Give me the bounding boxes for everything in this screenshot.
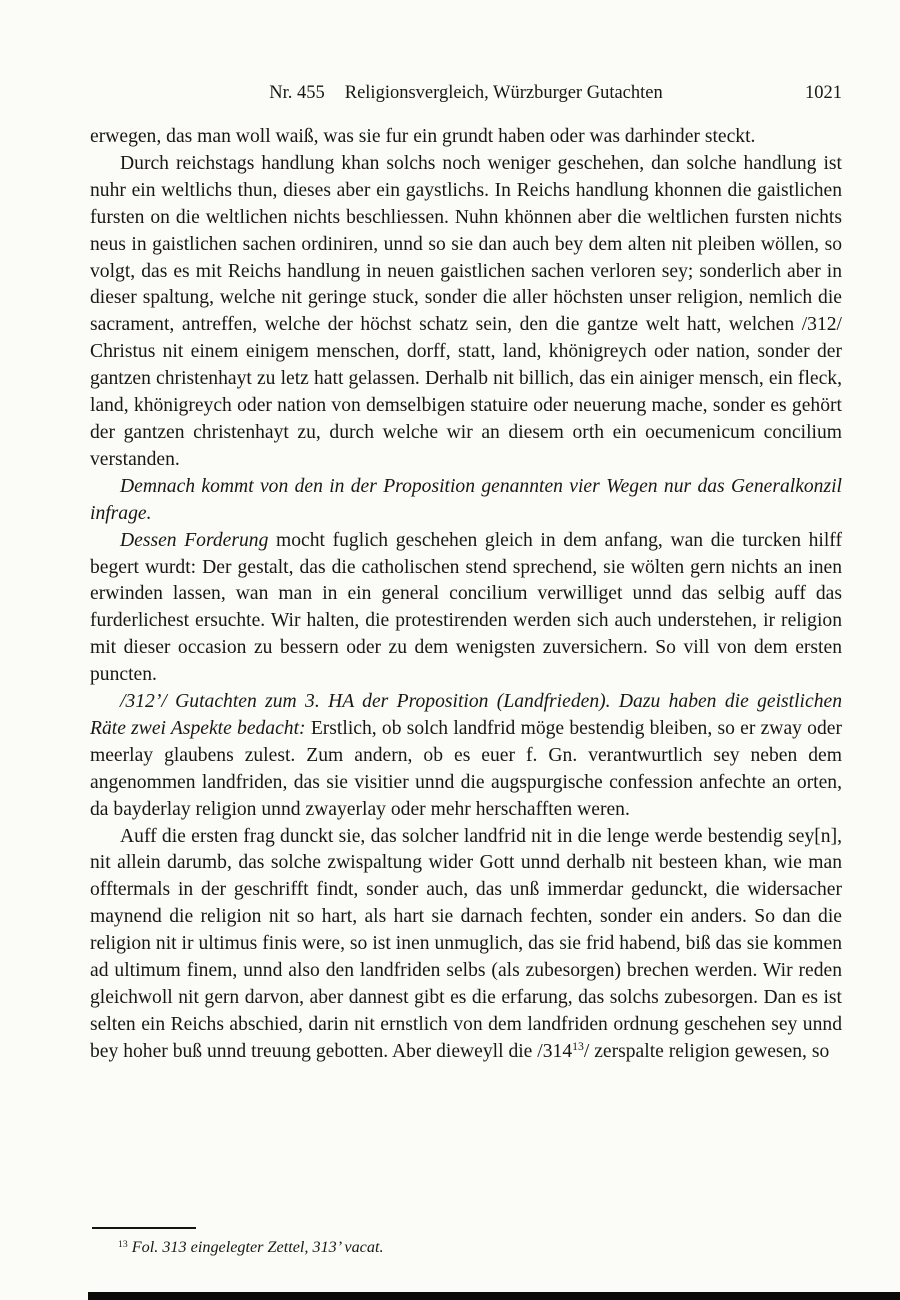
document-number: Nr. 455 — [269, 83, 325, 103]
footnote-separator-rule — [92, 1227, 196, 1229]
text-segment: Durch reichstags handlung khan solchs noch weniger geschehen, dan solche handlung ist nuhr ein weltlichs thun, dieses aber ein gaystlichs. In Reichs handlung khonnen die gaistlichen fursten on die weltlichen nichts beschliessen. Nuhn khönnen aber die weltlichen fursten nichts neus in gaistlichen sachen ordiniren, unnd so sie dan auch bey dem alten nit pleiben wöllen, so volgt, das es mit Reichs handlung in neuen gaistlichen sachen verloren sey; sonderlich aber in dieser spaltung, welche nit geringe stuck, sonder die aller höchsten unser religion, nemlich die sacrament, antreffen, welche der höchst schatz sein, den die gantze welt hatt, welchen /312/ Christus nit einem einigem menschen, dorff, statt, land, khönigreych oder nation, sonder der gantzen christenhayt zu letz hatt gelassen. Derhalb nit billich, das ein ainiger mensch, ein fleck, land, khönigreych oder nation von demselbigen statuire oder neuerung mache, sonder es gehört der gantzen christenhayt zu, durch welche wir an diesem orth ein oecumenicum concilium verstanden. — [90, 152, 842, 470]
paragraph — [90, 824, 842, 1066]
footnote-text — [90, 1237, 842, 1258]
running-header-center — [90, 82, 842, 104]
paragraph — [90, 689, 842, 824]
text-segment: Erstlich, ob solch landfrid möge bestendig bleiben, so er zway oder meerlay glaubens zulest. Zum andern, ob es euer f. Gn. verantwurtlich sey neben dem angenommen landfriden, das sie visitier unnd die augspurgische confession anfechte an orten, da bayderlay religion unnd zwayerlay oder mehr herschafften weren. — [90, 717, 842, 820]
scan-edge-bottom — [88, 1292, 900, 1300]
text-segment: mocht fuglich geschehen gleich in dem anfang, wan die turcken hilff begert wurdt: Der gestalt, das die catholischen stend sprechend, sie wölten gern nichts an inen erwinden lassen, wan man in ein general concilium verwilliget unnd das selbig auff das furderlichest ersuchte. Wir halten, die protestirenden werden sich auch understehen, ir religion mit dieser occasion zu bessern oder zu dem wenigsten zuversichern. So vill von dem ersten puncten. — [90, 529, 842, 686]
footnote — [90, 1227, 842, 1258]
text-segment: Auff die ersten frag dunckt sie, das solcher landfrid nit in die lenge werde bestendig sey[n], nit allein darumb, das solche zwispaltung wider Gott unnd derhalb nit besteen khan, wie man offtermals in der geschrifft findt, sonder auch, das unß immerdar gedunckt, die widersacher maynend die religion nit so hart, als hart sie darnach fechten, sonder ein anders. So dan die religion nit ir ultimus finis were, so ist inen unmuglich, das sie frid habend, biß das sie kommen ad ultimum finem, unnd also den landfriden selbs (als zubesorgen) brechen werden. Wir reden gleichwoll nit gern darvon, aber dannest gibt es die erfarung, das solchs zubesorgen. Dan es ist selten ein Reichs abschied, darin nit ernstlich von dem landfriden ordnung geschehen sey unnd bey hoher buß unnd treuung gebotten. Aber dieweyll die /314 — [90, 825, 842, 1062]
footnote-reference: 13 — [572, 1040, 584, 1054]
page-number: 1021 — [805, 83, 842, 103]
running-header — [90, 82, 842, 104]
text-segment: erwegen, das man woll waiß, was sie fur ein grundt haben oder was darhinder steckt. — [90, 126, 756, 147]
body-text — [90, 124, 842, 1228]
text-segment: Demnach kommt von den in der Proposition genannten vier Wegen nur das Generalkonzil infrage. — [90, 475, 842, 524]
text-segment: /312’/ Gutachten zum 3. HA der Proposition (Landfrieden). Dazu haben die geistlichen Räte zwei Aspekte bedacht: — [90, 691, 842, 739]
text-segment: / zerspalte religion gewesen, so — [583, 1040, 830, 1062]
paragraph — [90, 528, 842, 689]
paragraph — [90, 124, 842, 151]
paragraph — [90, 151, 842, 474]
text-segment: Fol. 313 eingelegter Zettel, 313’ vacat. — [127, 1238, 384, 1256]
text-segment: Dessen Forderung — [120, 529, 269, 551]
footnote-reference: 13 — [118, 1238, 128, 1250]
running-title: Religionsvergleich, Würzburger Gutachten — [344, 83, 663, 103]
paragraph — [90, 474, 842, 528]
